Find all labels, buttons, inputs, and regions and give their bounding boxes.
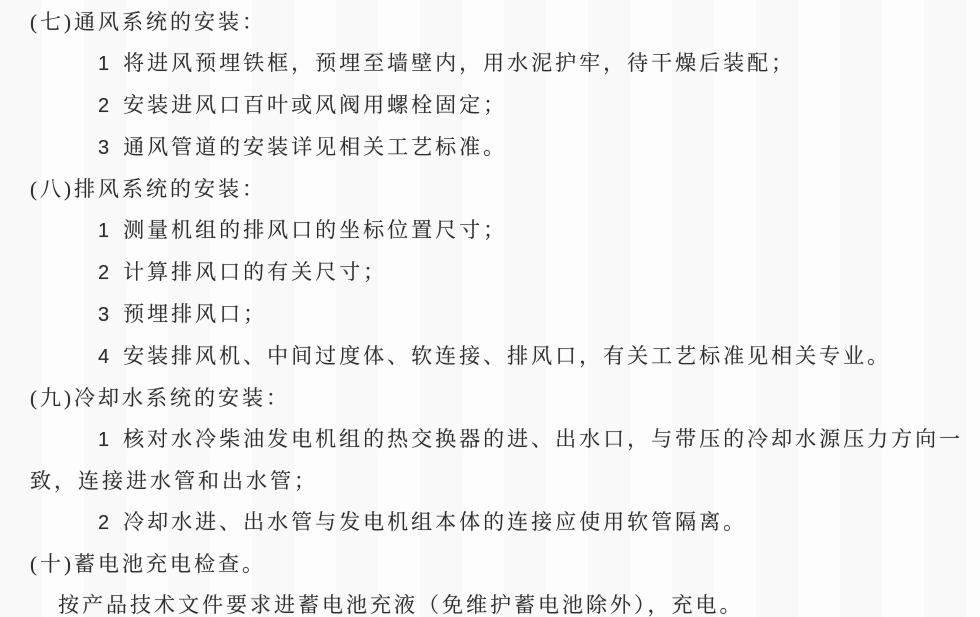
item-number: 2	[98, 262, 110, 284]
list-item	[30, 252, 966, 294]
item-number: 2	[98, 95, 110, 117]
item-text: 通风管道的安装详见相关工艺标准。	[123, 135, 508, 159]
item-text: 计算排风口的有关尺寸；	[123, 260, 388, 284]
item-text: 将进风预埋铁框，预埋至墙壁内，用水泥护牢，待干燥后装配；	[123, 51, 796, 75]
list-item	[30, 502, 966, 544]
section-heading-ventilation: (七)通风系统的安装：	[30, 10, 266, 34]
list-item	[30, 127, 966, 169]
item-text: 测量机组的排风口的坐标位置尺寸；	[123, 218, 508, 242]
list-item	[30, 43, 966, 85]
section-heading-exhaust: (八)排风系统的安装：	[30, 177, 266, 201]
item-number: 2	[98, 512, 110, 534]
list-item	[30, 85, 966, 127]
item-text: 核对水冷柴油发电机组的热交换器的进、出水口，与带压的冷却水源压力方向一致，连接进水管和出水管；	[30, 427, 964, 493]
list-item	[30, 419, 966, 502]
item-number: 4	[98, 346, 110, 368]
item-number: 3	[98, 137, 110, 159]
section-heading-battery-charge: (十)蓄电池充电检查。	[30, 552, 266, 576]
list-item	[30, 210, 966, 252]
section-heading-cooling-water: (九)冷却水系统的安装：	[30, 386, 290, 410]
item-number: 1	[98, 53, 110, 75]
section-paragraph: 按产品技术文件要求进蓄电池充液（免维护蓄电池除外），充电。	[58, 593, 744, 617]
item-number: 1	[98, 220, 110, 242]
item-number: 1	[98, 429, 110, 451]
item-text: 冷却水进、出水管与发电机组本体的连接应使用软管隔离。	[123, 510, 748, 534]
item-text: 安装进风口百叶或风阀用螺栓固定；	[123, 93, 508, 117]
list-item	[30, 294, 966, 336]
item-text: 预埋排风口；	[123, 302, 268, 326]
item-text: 安装排风机、中间过度体、软连接、排风口，有关工艺标准见相关专业。	[123, 344, 892, 368]
item-number: 3	[98, 304, 110, 326]
list-item	[30, 336, 966, 378]
